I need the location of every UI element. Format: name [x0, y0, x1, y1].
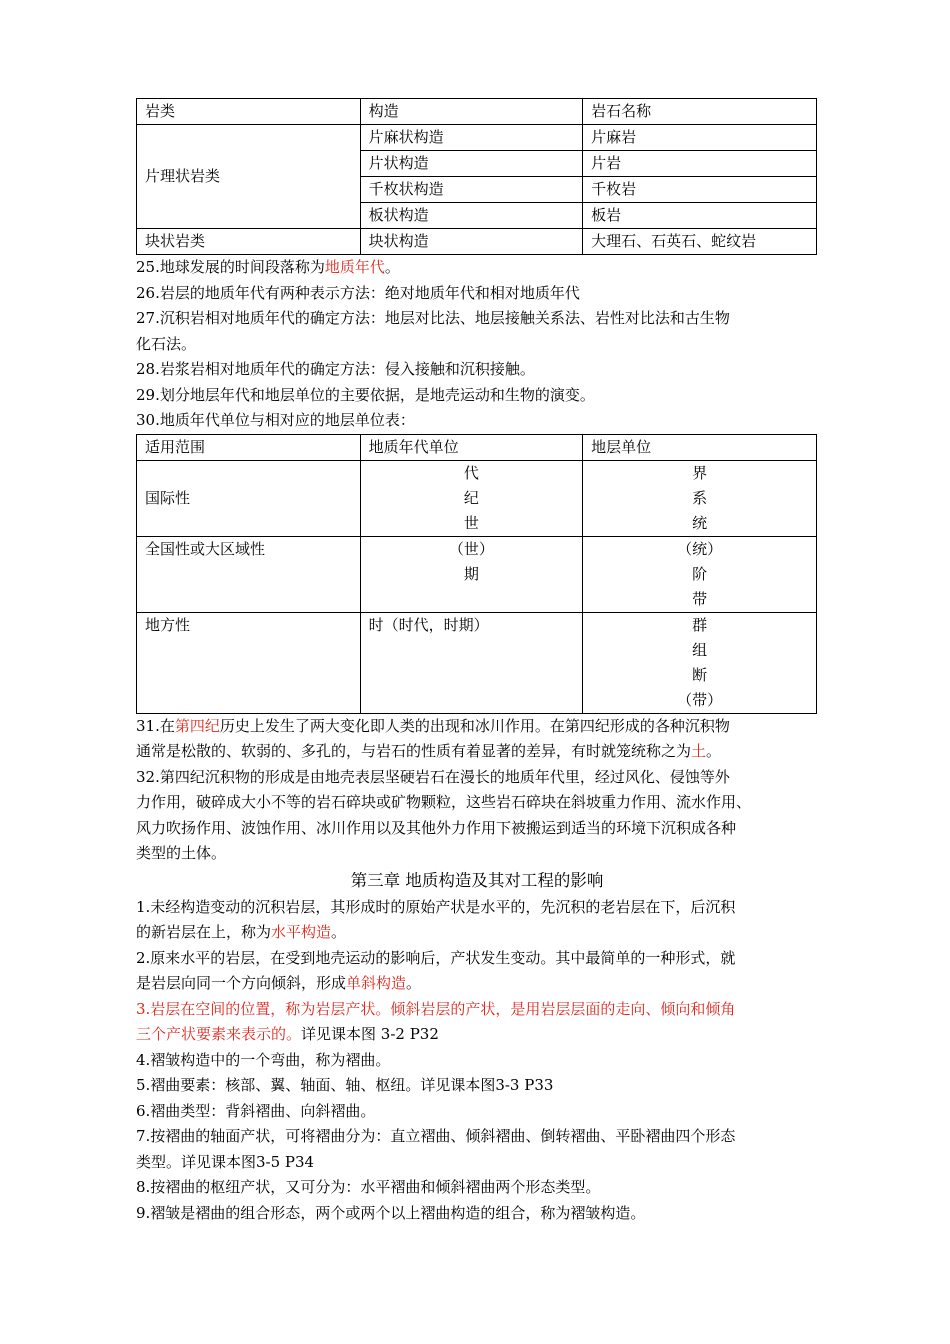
structure-cell: 板状构造 [360, 203, 583, 229]
rock-name-cell: 片岩 [583, 151, 817, 177]
rock-class-cell: 片理状岩类 [137, 125, 361, 229]
ch3-item-4: 4.褶皱构造中的一个弯曲，称为褶曲。 [136, 1050, 391, 1069]
table-header-cell: 地层单位 [583, 434, 817, 460]
table-header-row [137, 434, 817, 460]
item-28: 28.岩浆岩相对地质年代的确定方法：侵入接触和沉积接触。 [136, 360, 535, 378]
table-header-cell: 岩类 [137, 99, 361, 125]
ch3-item-3-line-2: 三个产状要素来表示的。详见课本图 3-2 P32 [136, 1025, 439, 1043]
scope-cell: 地方性 [137, 612, 361, 713]
table-header-row [137, 99, 817, 125]
ch3-item-2-line-1: 2.原来水平的岩层，在受到地壳运动的影响后，产状发生变动。其中最简单的一种形式，就 [136, 948, 736, 967]
item-30: 30.地质年代单位与相对应的地层单位表： [136, 411, 415, 429]
item-27-line-1: 27.沉积岩相对地质年代的确定方法：地层对比法、地层接触关系法、岩性对比法和古生物 [136, 309, 730, 327]
highlight-term: 土 [691, 742, 707, 760]
item-32-line-3: 风力吹扬作用、波蚀作用、冰川作用以及其他外力作用下被搬运到适当的环境下沉积成各种 [136, 818, 737, 837]
table-header-cell: 岩石名称 [583, 99, 817, 125]
strata-unit-cell: （统） 阶 带 [583, 536, 817, 612]
table-row [137, 460, 817, 536]
structure-cell: 片麻状构造 [360, 125, 583, 151]
item-25: 25.地球发展的时间段落称为地质年代。 [136, 258, 400, 276]
structure-cell: 块状构造 [360, 229, 583, 255]
ch3-item-1-line-2: 的新岩层在上，称为水平构造。 [136, 923, 347, 941]
item-26: 26.岩层的地质年代有两种表示方法：绝对地质年代和相对地质年代 [136, 283, 580, 302]
time-unit-cell: 时（时代，时期） [360, 612, 583, 713]
scope-cell: 国际性 [137, 460, 361, 536]
table-row [137, 612, 817, 713]
item-32-line-1: 32.第四纪沉积物的形成是由地壳表层坚硬岩石在漫长的地质年代里，经过风化、侵蚀等外 [136, 767, 730, 786]
geologic-units-table [136, 434, 817, 714]
structure-cell: 片状构造 [360, 151, 583, 177]
rock-class-cell: 块状岩类 [137, 229, 361, 255]
ch3-item-6: 6.褶曲类型：背斜褶曲、向斜褶曲。 [136, 1101, 376, 1120]
ch3-item-5: 5.褶曲要素：核部、翼、轴面、轴、枢纽。详见课本图3-3 P33 [136, 1076, 554, 1094]
highlight-term: 单斜构造 [346, 974, 407, 992]
scope-cell: 全国性或大区域性 [137, 536, 361, 612]
rock-name-cell: 片麻岩 [583, 125, 817, 151]
item-31-line-2: 通常是松散的、软弱的、多孔的，与岩石的性质有着显著的差异，有时就笼统称之为土。 [136, 742, 722, 760]
highlight-term: 水平构造 [271, 923, 332, 941]
rock-name-cell: 板岩 [583, 203, 817, 229]
highlight-term: 地质年代 [324, 258, 385, 276]
item-27-line-2: 化石法。 [136, 334, 197, 353]
rock-name-cell: 千枚岩 [583, 177, 817, 203]
item-29: 29.划分地层年代和地层单位的主要依据，是地壳运动和生物的演变。 [136, 385, 595, 404]
ch3-item-1-line-1: 1.未经构造变动的沉积岩层，其形成时的原始产状是水平的，先沉积的老岩层在下，后沉积 [136, 897, 736, 916]
item-31-line-1: 31.在第四纪历史上发生了两大变化即人类的出现和冰川作用。在第四纪形成的各种沉积物 [136, 716, 730, 735]
rock-name-cell: 大理石、石英石、蛇纹岩 [583, 229, 817, 255]
strata-unit-cell: 群 组 断 （带） [583, 612, 817, 713]
metamorphic-rock-table [136, 98, 817, 255]
time-unit-cell: （世） 期 [360, 536, 583, 612]
highlight-term: 第四纪 [174, 716, 220, 735]
time-unit-cell: 代 纪 世 [360, 460, 583, 536]
table-row [137, 125, 817, 151]
table-row [137, 536, 817, 612]
item-32-line-4: 类型的土体。 [136, 844, 227, 862]
strata-unit-cell: 界 系 统 [583, 460, 817, 536]
table-header-cell: 适用范围 [137, 434, 361, 460]
structure-cell: 千枚状构造 [360, 177, 583, 203]
table-header-cell: 地质年代单位 [360, 434, 583, 460]
ch3-item-8: 8.按褶曲的枢纽产状，又可分为：水平褶曲和倾斜褶曲两个形态类型。 [136, 1178, 601, 1196]
chapter-title: 第三章 地质构造及其对工程的影响 [350, 870, 604, 890]
item-32-line-2: 力作用，破碎成大小不等的岩石碎块或矿物颗粒，这些岩石碎块在斜坡重力作用、流水作用、 [136, 793, 752, 811]
ch3-item-7-line-1: 7.按褶曲的轴面产状，可将褶曲分为：直立褶曲、倾斜褶曲、倒转褶曲、平卧褶曲四个形态 [136, 1127, 736, 1145]
ch3-item-9: 9.褶皱是褶曲的组合形态，两个或两个以上褶曲构造的组合，称为褶皱构造。 [136, 1203, 646, 1222]
ch3-item-2-line-2: 是岩层向同一个方向倾斜，形成单斜构造。 [136, 974, 422, 992]
table-header-cell: 构造 [360, 99, 583, 125]
table-row [137, 229, 817, 255]
ch3-item-3-line-1: 3.岩层在空间的位置，称为岩层产状。倾斜岩层的产状，是用岩层层面的走向、倾向和倾角 [136, 999, 736, 1018]
ch3-item-7-line-2: 类型。详见课本图3-5 P34 [136, 1152, 315, 1171]
document-page [136, 98, 818, 1226]
